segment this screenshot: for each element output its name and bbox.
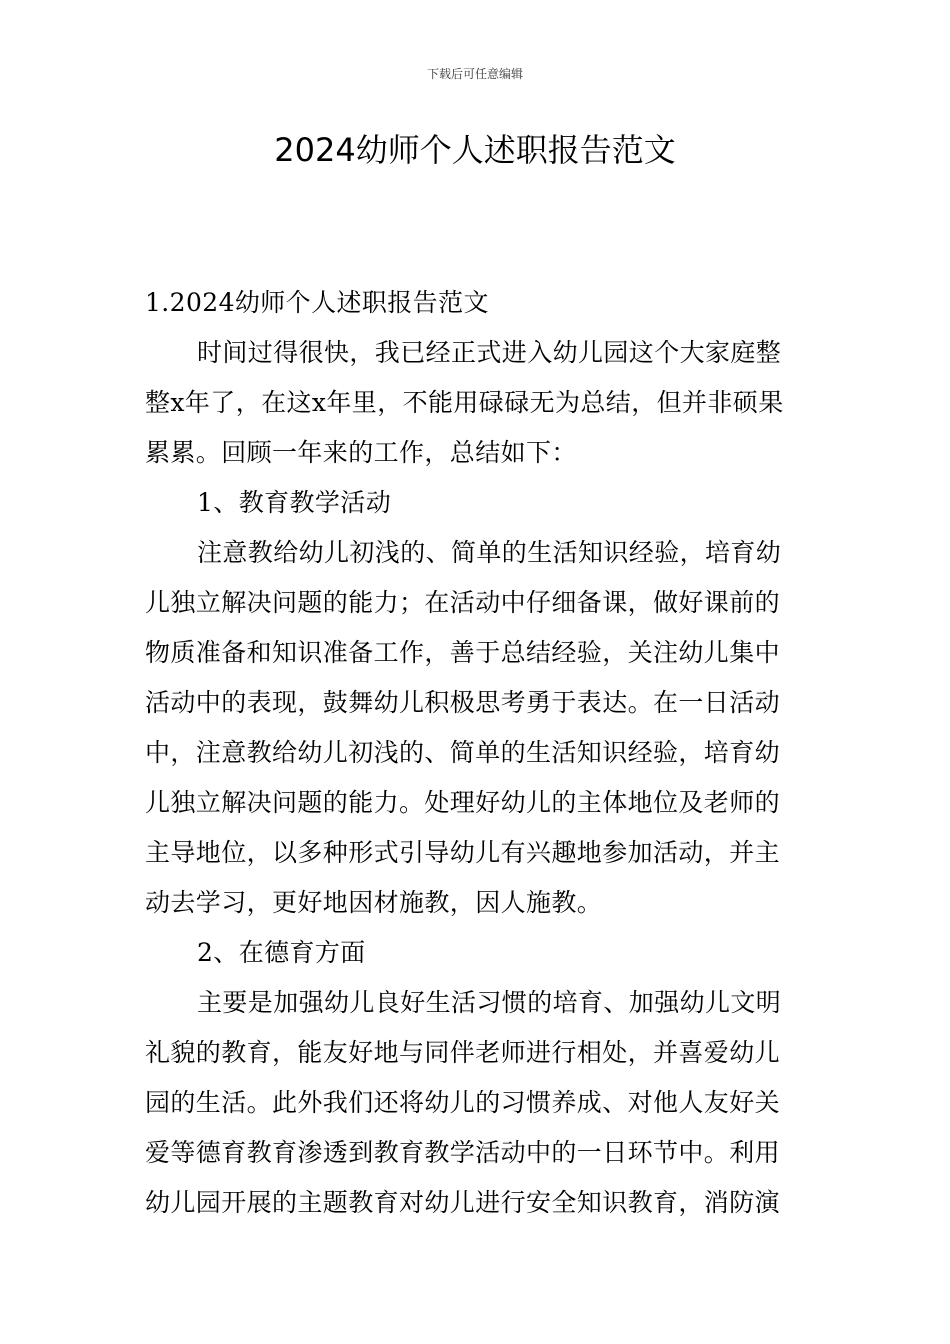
text-line: 儿独立解决问题的能力；在活动中仔细备课，做好课前的 <box>145 588 781 617</box>
text-line: 主导地位，以多种形式引导幼儿有兴趣地参加活动，并主 <box>145 838 781 867</box>
text-line: 儿独立解决问题的能力。处理好幼儿的主体地位及老师的 <box>145 788 781 817</box>
text-line: 注意教给幼儿初浅的、简单的生活知识经验，培育幼 <box>197 538 782 567</box>
header-note: 下载后可任意编辑 <box>426 67 523 81</box>
document-body <box>145 278 810 1228</box>
document-title: 2024幼师个人述职报告范文 <box>274 131 676 169</box>
text-line: 爱等德育教育渗透到教育教学活动中的一日环节中。利用 <box>145 1138 781 1167</box>
text-line: 活动中的表现，鼓舞幼儿积极思考勇于表达。在一日活动 <box>145 688 781 717</box>
section-heading: 1、教育教学活动 <box>197 488 392 517</box>
text-line: 1.2024幼师个人述职报告范文 <box>145 288 489 317</box>
text-line: 整x年了，在这x年里，不能用碌碌无为总结，但并非硕果 <box>145 388 784 417</box>
text-line: 时间过得很快，我已经正式进入幼儿园这个大家庭整 <box>197 338 782 367</box>
text-line: 累累。回顾一年来的工作，总结如下： <box>145 438 577 467</box>
text-line: 主要是加强幼儿良好生活习惯的培育、加强幼儿文明 <box>197 988 782 1017</box>
text-line: 园的生活。此外我们还将幼儿的习惯养成、对他人友好关 <box>145 1088 781 1117</box>
text-line: 动去学习，更好地因材施教，因人施教。 <box>145 888 603 917</box>
text-line: 物质准备和知识准备工作，善于总结经验，关注幼儿集中 <box>145 638 781 667</box>
text-line: 中，注意教给幼儿初浅的、简单的生活知识经验，培育幼 <box>145 738 781 767</box>
text-line: 幼儿园开展的主题教育对幼儿进行安全知识教育，消防演 <box>145 1188 781 1217</box>
section-heading: 2、在德育方面 <box>197 938 366 967</box>
text-line: 礼貌的教育，能友好地与同伴老师进行相处，并喜爱幼儿 <box>145 1038 781 1067</box>
